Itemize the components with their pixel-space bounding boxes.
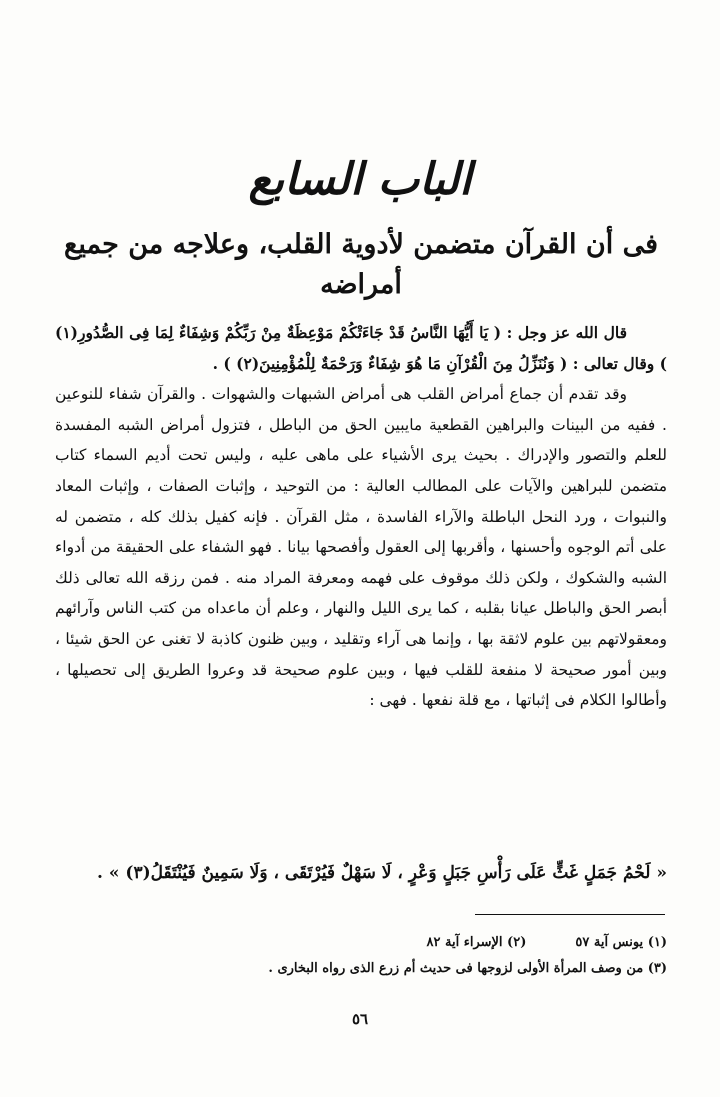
footnote-2: (٢) الإسراء آية ٨٢ — [426, 935, 527, 950]
poem-line: « لَحْمُ جَمَلٍ غَثٍّ عَلَى رَأْسِ جَبَلٍ وَعْرٍ ، لَا سَهْلٌ فَيُرْتَقَى ، وَلَا سَمِينٌ فَيُنْتَقَلُ(٣) » . — [97, 863, 667, 883]
footnote-row — [55, 930, 667, 956]
body-text — [55, 318, 667, 716]
footnote-divider — [475, 914, 665, 915]
footnote-row — [55, 956, 667, 982]
chapter-title: الباب السابع — [248, 154, 472, 205]
paragraph-verses: قال الله عز وجل : ( يَا أَيُّهَا النَّاسُ قَدْ جَاءَتْكُمْ مَوْعِظَةٌ مِنْ رَبِّكُمْ وَشِفَاءٌ لِمَا فِى الصُّدُورِ(١) ) وقال تعالى : ( وَنُنَزِّلُ مِنَ الْقُرْآنِ مَا هُوَ شِفَاءٌ وَرَحْمَةٌ لِلْمُؤْمِنِينَ(٢) ) . — [55, 323, 667, 373]
footnote-3: (٣) من وصف المرأة الأولى لزوجها فى حديث أم زرع الذى رواه البخارى . — [268, 961, 667, 976]
footnotes — [55, 930, 667, 982]
chapter-subtitle: فى أن القرآن متضمن لأدوية القلب، وعلاجه من جميع أمراضه — [64, 229, 658, 300]
footnote-1: (١) يونس آية ٥٧ — [575, 935, 667, 950]
paragraph-main: وقد تقدم أن جماع أمراض القلب هى أمراض الشبهات والشهوات . والقرآن شفاء للنوعين . ففيه من البينات والبراهين القطعية مايبين الحق من الباطل ، فتزول أمراض الشبه المفسدة للعلم والتصور والإدراك . بحيث يرى الأشياء على ماهى عليه ، وليس تحت أديم السماء كتاب متضمن للبراهين والآيات على المطالب العالية : من التوحيد ، وإثبات الصفات ، وإثبات المعاد والنبوات ، ورد النحل الباطلة والآراء الفاسدة ، مثل القرآن . فإنه كفيل بذلك كله ، متضمن له على أتم الوجوه وأحسنها ، وأقربها إلى العقول وأفصحها بيانا . فهو الشفاء على الحقيقة من أدواء الشبه والشكوك ، ولكن ذلك موقوف على فهمه ومعرفة المراد منه . فمن رزقه الله تعالى ذلك أبصر الحق والباطل عيانا بقلبه ، كما يرى الليل والنهار ، وعلم أن ماعداه من كتب الناس وآرائهم ومعقولاتهم بين علوم لاثقة بها ، وإنما هى آراء وتقليد ، وبين ظنون كاذبة لا تغنى عن الحق شيئا ، وبين أمور صحيحة لا منفعة للقلب فيها ، وبين علوم صحيحة قد وعروا الطريق إلى تحصيلها ، وأطالوا الكلام فى إثباتها ، مع قلة نفعها . فهى : — [55, 385, 667, 710]
page-number: ٥٦ — [351, 1010, 369, 1028]
